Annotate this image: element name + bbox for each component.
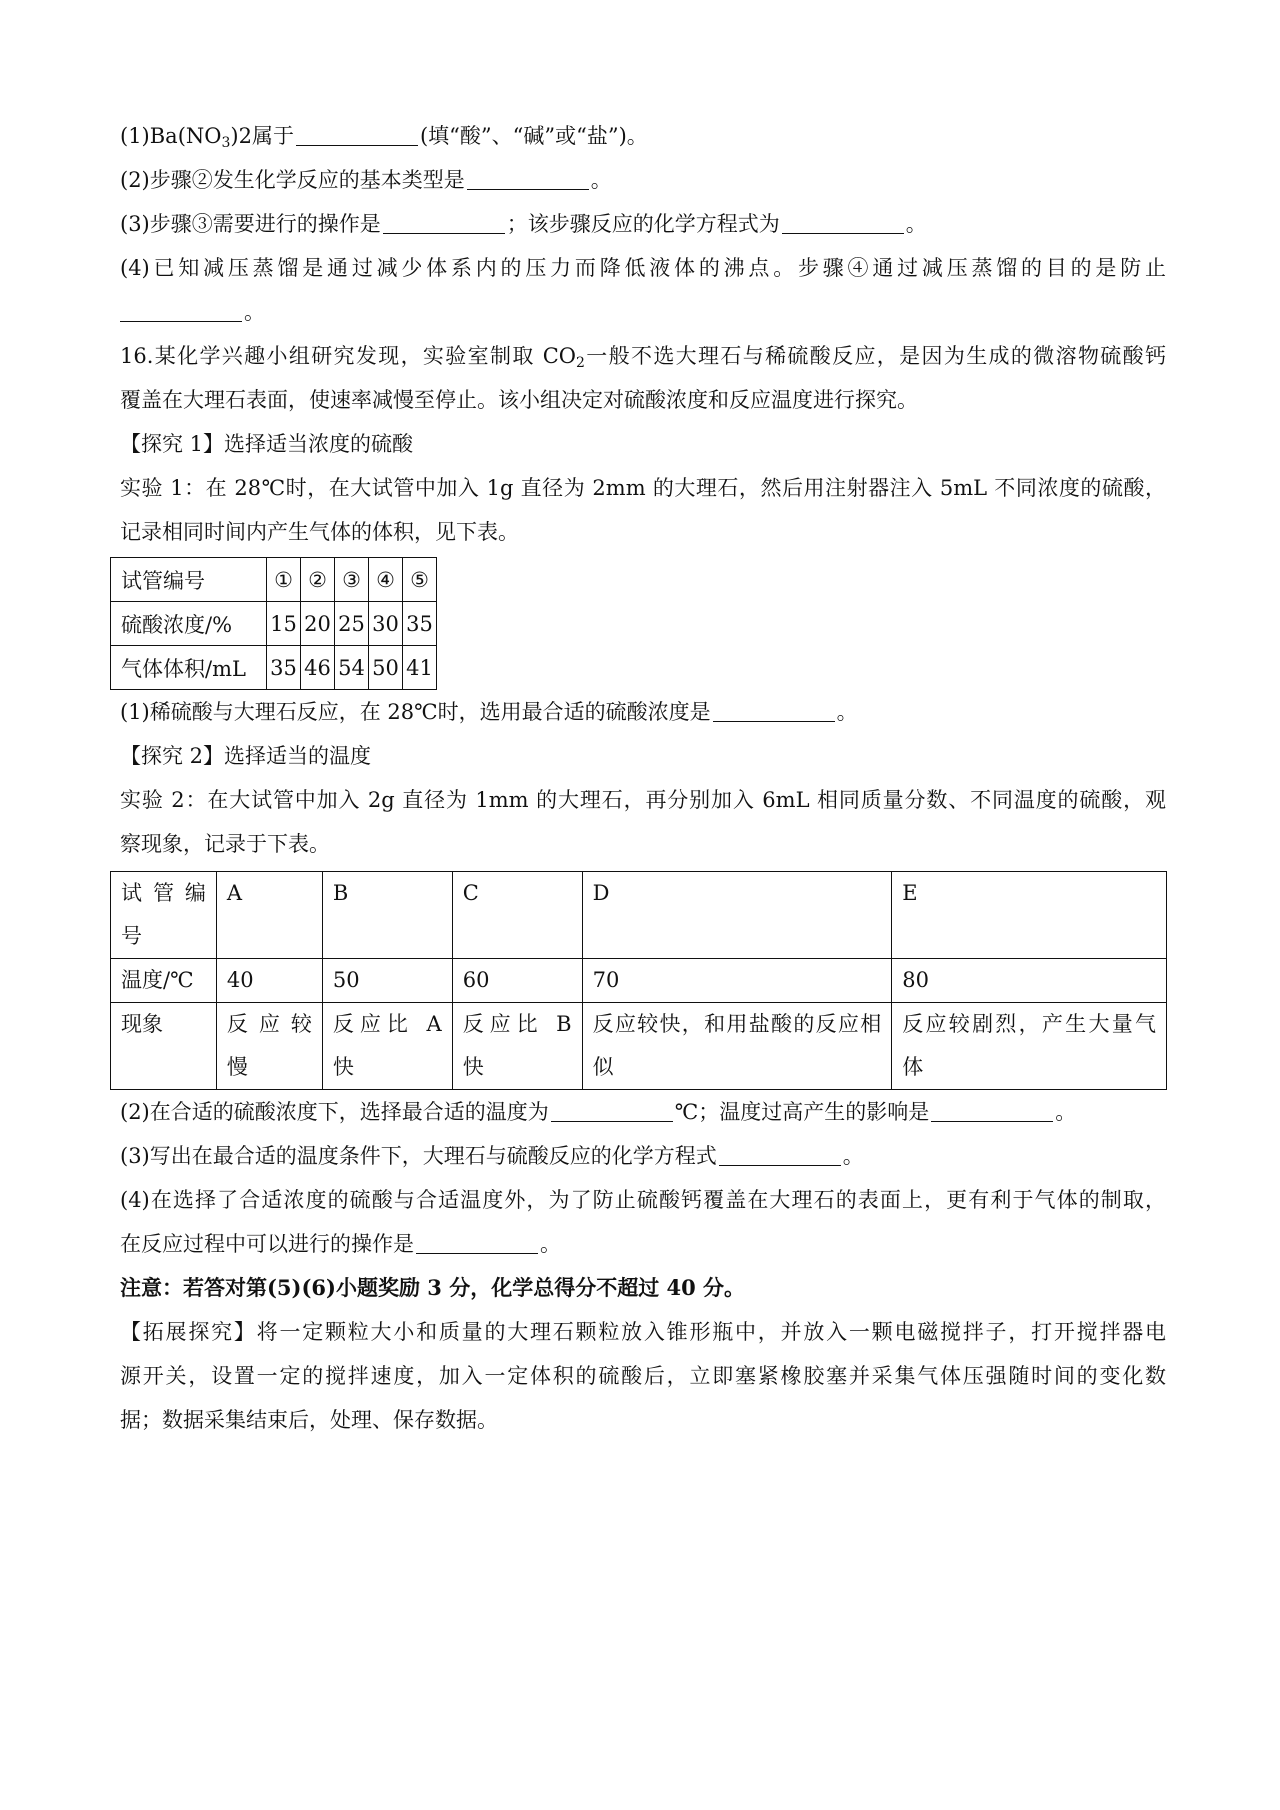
- q16-sub4-line1: (4)在选择了合适浓度的硫酸与合适温度外，为了防止硫酸钙覆盖在大理石的表面上，更有利于气体的制取，: [120, 1188, 1166, 1212]
- answer-blank[interactable]: [713, 699, 835, 722]
- q16-sub3: [120, 1141, 1166, 1171]
- temp-cell: 70: [582, 959, 892, 1003]
- header-cell: 温度/℃: [111, 959, 217, 1003]
- table-row: [111, 959, 1167, 1003]
- concentration-cell: 15: [267, 602, 301, 646]
- text: 。: [1055, 1100, 1077, 1124]
- temperature-table: [110, 871, 1167, 1090]
- temp-cell: 40: [216, 959, 322, 1003]
- q15-part1: [120, 121, 1166, 151]
- text: 一般不选大理石与稀硫酸反应，是因为生成的微溶物硫酸钙: [584, 344, 1167, 368]
- text: 。: [905, 212, 927, 236]
- text: 快: [332, 1055, 354, 1079]
- text: 快: [462, 1055, 484, 1079]
- phenomenon-cell: [452, 1003, 582, 1090]
- answer-blank[interactable]: [296, 123, 418, 146]
- text: (2)步骤②发生化学反应的基本类型是: [120, 168, 465, 192]
- text: 试管编: [121, 881, 206, 905]
- text: (2)在合适的硫酸浓度下，选择最合适的温度为: [120, 1100, 549, 1124]
- table-row: [111, 1003, 1167, 1090]
- text: 。: [590, 168, 612, 192]
- extension-line1: 【拓展探究】将一定颗粒大小和质量的大理石颗粒放入锥形瓶中，并放入一颗电磁搅拌子，打开搅拌器电: [120, 1320, 1166, 1344]
- answer-blank[interactable]: [383, 211, 505, 234]
- tube-id-cell: ①: [267, 558, 301, 602]
- text: 慢: [226, 1055, 248, 1079]
- answer-blank[interactable]: [120, 299, 242, 322]
- row-label: 气体体积/mL: [111, 646, 267, 690]
- text: 体: [902, 1055, 924, 1079]
- q16-sub1: [120, 697, 1166, 727]
- extension-line3: 据；数据采集结束后，处理、保存数据。: [120, 1408, 498, 1432]
- text: 反应较剧烈，产生大量气: [902, 1012, 1156, 1036]
- volume-cell: 35: [267, 646, 301, 690]
- volume-cell: 50: [369, 646, 403, 690]
- text: (3)步骤③需要进行的操作是: [120, 212, 381, 236]
- text: 反应较: [226, 1012, 312, 1036]
- temp-cell: 50: [322, 959, 452, 1003]
- subscript: 3: [221, 135, 231, 151]
- text: (3)写出在最合适的温度条件下，大理石与硫酸反应的化学方程式: [120, 1144, 717, 1168]
- q16-sub2: [120, 1097, 1166, 1127]
- formula-text: (1)Ba(NO: [120, 124, 222, 148]
- text: 在反应过程中可以进行的操作是: [120, 1232, 414, 1256]
- text: 16.某化学兴趣小组研究发现，实验室制取 CO: [120, 344, 576, 368]
- explore1-heading: 【探究 1】选择适当浓度的硫酸: [120, 432, 414, 456]
- table-row: [111, 872, 1167, 959]
- tube-cell: E: [892, 872, 1167, 959]
- exp2-line2: 察现象，记录于下表。: [120, 832, 330, 856]
- table-row: [111, 646, 437, 690]
- temp-cell: 80: [892, 959, 1167, 1003]
- table-row: [111, 558, 437, 602]
- answer-blank[interactable]: [467, 167, 589, 190]
- phenomenon-cell: [892, 1003, 1167, 1090]
- answer-blank[interactable]: [551, 1099, 673, 1122]
- text: 。: [540, 1232, 561, 1256]
- row-label: 硫酸浓度/%: [111, 602, 267, 646]
- text: 反应较快，和用盐酸的反应相: [592, 1012, 882, 1036]
- tube-cell: C: [452, 872, 582, 959]
- formula-text: )2: [230, 124, 252, 148]
- text: 属于: [251, 124, 294, 148]
- text: 。: [842, 1144, 864, 1168]
- concentration-table: [110, 557, 437, 690]
- tube-id-cell: ③: [335, 558, 369, 602]
- subscript: 2: [576, 355, 585, 371]
- q15-part4-line2: [120, 297, 1166, 327]
- row-label: 试管编号: [111, 558, 267, 602]
- answer-blank[interactable]: [931, 1099, 1053, 1122]
- table-row: [111, 602, 437, 646]
- answer-blank[interactable]: [719, 1143, 841, 1166]
- concentration-cell: 30: [369, 602, 403, 646]
- tube-id-cell: ④: [369, 558, 403, 602]
- extension-line2: 源开关，设置一定的搅拌速度，加入一定体积的硫酸后，立即塞紧橡胶塞并采集气体压强随时间的变化数: [120, 1364, 1166, 1388]
- q15-part4-line1: (4)已知减压蒸馏是通过减少体系内的压力而降低液体的沸点。步骤④通过减压蒸馏的目的是防止: [120, 256, 1166, 280]
- volume-cell: 41: [403, 646, 437, 690]
- q16-intro-line1: [120, 341, 1166, 371]
- phenomenon-cell: [216, 1003, 322, 1090]
- answer-blank[interactable]: [416, 1231, 538, 1254]
- header-cell: [111, 872, 217, 959]
- phenomenon-cell: [322, 1003, 452, 1090]
- text: 反应比 B: [462, 1012, 572, 1036]
- text: 。: [244, 300, 265, 324]
- answer-blank[interactable]: [782, 211, 904, 234]
- tube-cell: A: [216, 872, 322, 959]
- text: 似: [592, 1055, 614, 1079]
- text: (1)稀硫酸与大理石反应，在 28℃时，选用最合适的硫酸浓度是: [120, 700, 711, 724]
- text: 。: [836, 700, 858, 724]
- text: ；该步骤反应的化学方程式为: [506, 212, 780, 236]
- tube-cell: D: [582, 872, 892, 959]
- temp-cell: 60: [452, 959, 582, 1003]
- tube-cell: B: [322, 872, 452, 959]
- bonus-note: 注意：若答对第(5)(6)小题奖励 3 分，化学总得分不超过 40 分。: [120, 1275, 746, 1300]
- text: ℃；温度过高产生的影响是: [674, 1100, 930, 1124]
- exp2-line1: 实验 2：在大试管中加入 2g 直径为 1mm 的大理石，再分别加入 6mL 相同质量分数、不同温度的硫酸，观: [120, 788, 1166, 812]
- volume-cell: 54: [335, 646, 369, 690]
- tube-id-cell: ⑤: [403, 558, 437, 602]
- header-cell: 现象: [111, 1003, 217, 1090]
- text: 反应比 A: [332, 1012, 442, 1036]
- q15-part3: [120, 209, 1166, 239]
- concentration-cell: 25: [335, 602, 369, 646]
- q16-intro-line2: 覆盖在大理石表面，使速率减慢至停止。该小组决定对硫酸浓度和反应温度进行探究。: [120, 388, 918, 412]
- exp1-line1: 实验 1：在 28℃时，在大试管中加入 1g 直径为 2mm 的大理石，然后用注射器注入 5mL 不同浓度的硫酸，: [120, 476, 1166, 500]
- concentration-cell: 20: [301, 602, 335, 646]
- text: (填“酸”、“碱”或“盐”)。: [419, 124, 648, 148]
- explore2-heading: 【探究 2】选择适当的温度: [120, 744, 372, 768]
- text: 号: [121, 924, 142, 948]
- volume-cell: 46: [301, 646, 335, 690]
- exp1-line2: 记录相同时间内产生气体的体积，见下表。: [120, 520, 519, 544]
- phenomenon-cell: [582, 1003, 892, 1090]
- q15-part2: [120, 165, 1166, 195]
- concentration-cell: 35: [403, 602, 437, 646]
- tube-id-cell: ②: [301, 558, 335, 602]
- q16-sub4-line2: [120, 1229, 1166, 1259]
